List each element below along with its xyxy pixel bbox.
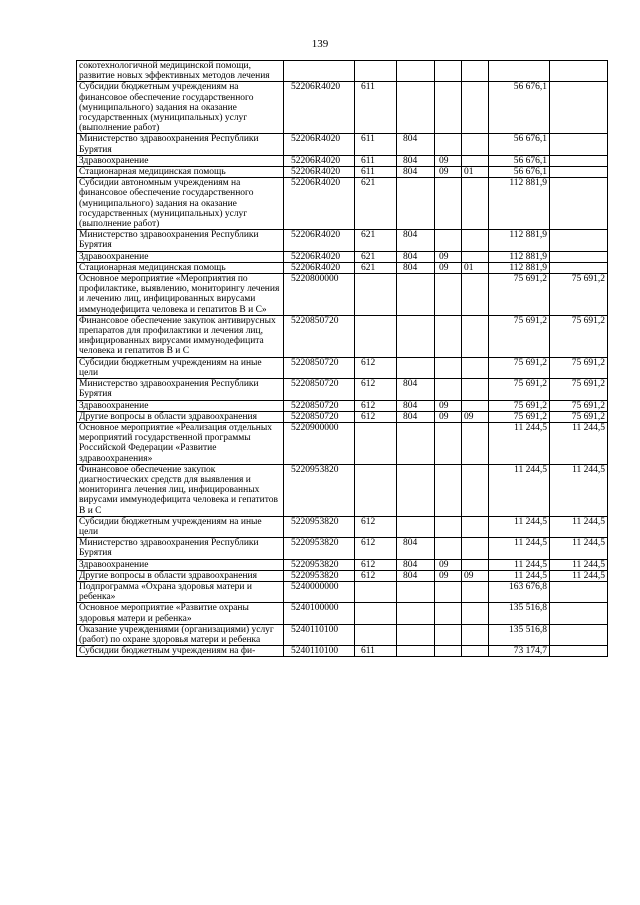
federal-amount-cell: 11 244,5 [550, 559, 608, 570]
amount-cell: 11 244,5 [489, 559, 550, 570]
subsection-cell [462, 274, 489, 316]
target-code-cell: 5220850720 [284, 411, 355, 422]
subsection-cell [462, 155, 489, 166]
section-cell [435, 516, 462, 537]
federal-amount-cell: 11 244,5 [550, 570, 608, 581]
subsection-cell [462, 82, 489, 134]
federal-amount-cell: 75 691,2 [550, 315, 608, 357]
federal-amount-cell [550, 262, 608, 273]
subsection-cell [462, 624, 489, 645]
target-code-cell: 5240110100 [284, 624, 355, 645]
table-row [77, 315, 608, 357]
expense-type-cell [355, 464, 397, 516]
subsection-cell: 01 [462, 262, 489, 273]
expense-type-cell: 611 [355, 134, 397, 155]
federal-amount-cell [550, 134, 608, 155]
federal-amount-cell [550, 230, 608, 251]
federal-amount-cell [550, 155, 608, 166]
row-name-cell: Субсидии бюджетным учреждениям на финансовое обеспечение государственного (муниципального) задания на оказание государственных (муниципальных) услуг (выполнение работ) [77, 82, 284, 134]
table-row [77, 646, 608, 657]
table-row [77, 357, 608, 378]
budget-table [76, 60, 608, 657]
expense-type-cell: 611 [355, 155, 397, 166]
section-cell: 09 [435, 559, 462, 570]
target-code-cell: 5220900000 [284, 422, 355, 464]
target-code-cell [284, 61, 355, 82]
amount-cell: 11 244,5 [489, 538, 550, 559]
amount-cell: 75 691,2 [489, 274, 550, 316]
target-code-cell: 52206R4020 [284, 178, 355, 230]
section-cell: 09 [435, 411, 462, 422]
table-row [77, 581, 608, 602]
row-name-cell: Основное мероприятие «Реализация отдельных мероприятий государственной программы Российской Федерации «Развитие здравоохранения» [77, 422, 284, 464]
amount-cell: 11 244,5 [489, 422, 550, 464]
section-cell [435, 61, 462, 82]
target-code-cell: 5220850720 [284, 400, 355, 411]
amount-cell: 75 691,2 [489, 357, 550, 378]
expense-type-cell: 621 [355, 262, 397, 273]
federal-amount-cell [550, 178, 608, 230]
row-name-cell: Субсидии бюджетным учреждениям на фи- [77, 646, 284, 657]
section-cell [435, 315, 462, 357]
target-code-cell: 5220953820 [284, 464, 355, 516]
section-cell: 09 [435, 251, 462, 262]
table-row [77, 570, 608, 581]
row-name-cell: Министерство здравоохранения Республики Бурятия [77, 538, 284, 559]
table-row [77, 464, 608, 516]
expense-type-cell: 612 [355, 559, 397, 570]
subsection-cell [462, 422, 489, 464]
table-row [77, 155, 608, 166]
ministry-code-cell: 804 [397, 251, 435, 262]
section-cell [435, 134, 462, 155]
subsection-cell [462, 538, 489, 559]
row-name-cell: Основное мероприятие «Мероприятия по профилактике, выявлению, мониторингу лечения и лечению лиц, инфицированных вирусами иммунодефицита человека и гепатитов В и С» [77, 274, 284, 316]
row-name-cell: Другие вопросы в области здравоохранения [77, 411, 284, 422]
row-name-cell: Здравоохранение [77, 251, 284, 262]
amount-cell: 56 676,1 [489, 167, 550, 178]
ministry-code-cell: 804 [397, 559, 435, 570]
expense-type-cell: 612 [355, 400, 397, 411]
section-cell [435, 464, 462, 516]
subsection-cell [462, 379, 489, 400]
table-row [77, 167, 608, 178]
ministry-code-cell [397, 464, 435, 516]
amount-cell: 75 691,2 [489, 315, 550, 357]
subsection-cell: 09 [462, 411, 489, 422]
expense-type-cell: 612 [355, 570, 397, 581]
row-name-cell: Другие вопросы в области здравоохранения [77, 570, 284, 581]
section-cell: 09 [435, 570, 462, 581]
amount-cell: 112 881,9 [489, 230, 550, 251]
ministry-code-cell [397, 357, 435, 378]
section-cell [435, 646, 462, 657]
subsection-cell: 09 [462, 570, 489, 581]
ministry-code-cell: 804 [397, 538, 435, 559]
table-row [77, 178, 608, 230]
amount-cell: 73 174,7 [489, 646, 550, 657]
row-name-cell: Министерство здравоохранения Республики Бурятия [77, 134, 284, 155]
table-row [77, 82, 608, 134]
section-cell [435, 379, 462, 400]
row-name-cell: сокотехнологичной медицинской помощи, развитие новых эффективных методов лечения [77, 61, 284, 82]
federal-amount-cell [550, 167, 608, 178]
amount-cell: 11 244,5 [489, 570, 550, 581]
ministry-code-cell: 804 [397, 134, 435, 155]
row-name-cell: Стационарная медицинская помощь [77, 262, 284, 273]
ministry-code-cell [397, 516, 435, 537]
table-row [77, 603, 608, 624]
federal-amount-cell [550, 646, 608, 657]
budget-table-body [77, 61, 608, 657]
federal-amount-cell: 75 691,2 [550, 400, 608, 411]
section-cell [435, 422, 462, 464]
amount-cell: 11 244,5 [489, 516, 550, 537]
federal-amount-cell [550, 82, 608, 134]
table-row [77, 230, 608, 251]
federal-amount-cell: 11 244,5 [550, 464, 608, 516]
expense-type-cell: 612 [355, 538, 397, 559]
amount-cell: 112 881,9 [489, 262, 550, 273]
expense-type-cell [355, 315, 397, 357]
section-cell [435, 274, 462, 316]
expense-type-cell: 621 [355, 230, 397, 251]
amount-cell: 135 516,8 [489, 624, 550, 645]
target-code-cell: 5220953820 [284, 570, 355, 581]
table-row [77, 262, 608, 273]
expense-type-cell [355, 61, 397, 82]
target-code-cell: 52206R4020 [284, 82, 355, 134]
amount-cell: 11 244,5 [489, 464, 550, 516]
table-row [77, 411, 608, 422]
table-row [77, 61, 608, 82]
subsection-cell [462, 61, 489, 82]
subsection-cell [462, 315, 489, 357]
target-code-cell: 5220953820 [284, 516, 355, 537]
expense-type-cell [355, 581, 397, 602]
row-name-cell: Финансовое обеспечение закупок антивирусных препаратов для профилактики и лечения лиц, инфицированных вирусами иммунодефицита человека и гепатитов В и С [77, 315, 284, 357]
amount-cell: 135 516,8 [489, 603, 550, 624]
federal-amount-cell: 11 244,5 [550, 516, 608, 537]
section-cell [435, 538, 462, 559]
row-name-cell: Министерство здравоохранения Республики Бурятия [77, 379, 284, 400]
page-number: 139 [311, 38, 329, 50]
ministry-code-cell: 804 [397, 411, 435, 422]
expense-type-cell: 612 [355, 379, 397, 400]
amount-cell: 75 691,2 [489, 411, 550, 422]
federal-amount-cell [550, 603, 608, 624]
expense-type-cell: 611 [355, 82, 397, 134]
table-row [77, 134, 608, 155]
ministry-code-cell: 804 [397, 379, 435, 400]
target-code-cell: 52206R4020 [284, 230, 355, 251]
section-cell [435, 82, 462, 134]
subsection-cell [462, 581, 489, 602]
expense-type-cell: 621 [355, 251, 397, 262]
federal-amount-cell [550, 581, 608, 602]
expense-type-cell: 621 [355, 178, 397, 230]
table-row [77, 624, 608, 645]
amount-cell [489, 61, 550, 82]
ministry-code-cell [397, 178, 435, 230]
expense-type-cell: 612 [355, 357, 397, 378]
section-cell: 09 [435, 262, 462, 273]
table-row [77, 251, 608, 262]
federal-amount-cell: 75 691,2 [550, 411, 608, 422]
ministry-code-cell: 804 [397, 230, 435, 251]
amount-cell: 163 676,8 [489, 581, 550, 602]
amount-cell: 75 691,2 [489, 379, 550, 400]
section-cell [435, 357, 462, 378]
row-name-cell: Субсидии бюджетным учреждениям на иные цели [77, 516, 284, 537]
federal-amount-cell [550, 624, 608, 645]
target-code-cell: 52206R4020 [284, 167, 355, 178]
federal-amount-cell: 75 691,2 [550, 379, 608, 400]
table-row [77, 559, 608, 570]
target-code-cell: 5220850720 [284, 357, 355, 378]
row-name-cell: Финансовое обеспечение закупок диагностических средств для выявления и мониторинга лечения лиц, инфицированных вирусами иммунодефицита человека и гепатитов В и С [77, 464, 284, 516]
table-row [77, 400, 608, 411]
row-name-cell: Субсидии бюджетным учреждениям на иные цели [77, 357, 284, 378]
expense-type-cell: 611 [355, 167, 397, 178]
amount-cell: 56 676,1 [489, 134, 550, 155]
table-row [77, 538, 608, 559]
target-code-cell: 5240100000 [284, 603, 355, 624]
federal-amount-cell [550, 61, 608, 82]
target-code-cell: 52206R4020 [284, 155, 355, 166]
row-name-cell: Субсидии автономным учреждениям на финансовое обеспечение государственного (муниципального) задания на оказание государственных (муниципальных) услуг (выполнение работ) [77, 178, 284, 230]
federal-amount-cell [550, 251, 608, 262]
federal-amount-cell: 11 244,5 [550, 422, 608, 464]
target-code-cell: 5220800000 [284, 274, 355, 316]
amount-cell: 112 881,9 [489, 178, 550, 230]
target-code-cell: 5220850720 [284, 315, 355, 357]
subsection-cell [462, 134, 489, 155]
subsection-cell [462, 603, 489, 624]
ministry-code-cell [397, 422, 435, 464]
expense-type-cell [355, 603, 397, 624]
target-code-cell: 52206R4020 [284, 251, 355, 262]
ministry-code-cell [397, 82, 435, 134]
amount-cell: 56 676,1 [489, 155, 550, 166]
ministry-code-cell: 804 [397, 570, 435, 581]
row-name-cell: Стационарная медицинская помощь [77, 167, 284, 178]
ministry-code-cell [397, 274, 435, 316]
section-cell: 09 [435, 155, 462, 166]
section-cell [435, 230, 462, 251]
amount-cell: 75 691,2 [489, 400, 550, 411]
subsection-cell [462, 464, 489, 516]
section-cell [435, 603, 462, 624]
ministry-code-cell: 804 [397, 155, 435, 166]
section-cell [435, 178, 462, 230]
row-name-cell: Здравоохранение [77, 155, 284, 166]
row-name-cell: Оказание учреждениями (организациями) услуг (работ) по охране здоровья матери и ребенка [77, 624, 284, 645]
target-code-cell: 52206R4020 [284, 134, 355, 155]
subsection-cell [462, 516, 489, 537]
ministry-code-cell [397, 581, 435, 602]
target-code-cell: 5220850720 [284, 379, 355, 400]
expense-type-cell [355, 422, 397, 464]
subsection-cell [462, 646, 489, 657]
section-cell: 09 [435, 400, 462, 411]
subsection-cell: 01 [462, 167, 489, 178]
subsection-cell [462, 178, 489, 230]
expense-type-cell [355, 274, 397, 316]
ministry-code-cell [397, 646, 435, 657]
target-code-cell: 52206R4020 [284, 262, 355, 273]
subsection-cell [462, 251, 489, 262]
subsection-cell [462, 559, 489, 570]
table-row [77, 516, 608, 537]
table-row [77, 422, 608, 464]
expense-type-cell: 611 [355, 646, 397, 657]
subsection-cell [462, 357, 489, 378]
subsection-cell [462, 400, 489, 411]
amount-cell: 112 881,9 [489, 251, 550, 262]
expense-type-cell: 612 [355, 516, 397, 537]
ministry-code-cell [397, 61, 435, 82]
target-code-cell: 5240000000 [284, 581, 355, 602]
federal-amount-cell: 11 244,5 [550, 538, 608, 559]
section-cell [435, 624, 462, 645]
ministry-code-cell [397, 315, 435, 357]
expense-type-cell: 612 [355, 411, 397, 422]
table-row [77, 379, 608, 400]
federal-amount-cell: 75 691,2 [550, 357, 608, 378]
ministry-code-cell: 804 [397, 400, 435, 411]
row-name-cell: Основное мероприятие «Развитие охраны здоровья матери и ребенка» [77, 603, 284, 624]
target-code-cell: 5240110100 [284, 646, 355, 657]
table-row [77, 274, 608, 316]
ministry-code-cell [397, 624, 435, 645]
federal-amount-cell: 75 691,2 [550, 274, 608, 316]
expense-type-cell [355, 624, 397, 645]
target-code-cell: 5220953820 [284, 559, 355, 570]
row-name-cell: Здравоохранение [77, 400, 284, 411]
row-name-cell: Министерство здравоохранения Республики Бурятия [77, 230, 284, 251]
ministry-code-cell: 804 [397, 167, 435, 178]
ministry-code-cell [397, 603, 435, 624]
target-code-cell: 5220953820 [284, 538, 355, 559]
section-cell [435, 581, 462, 602]
amount-cell: 56 676,1 [489, 82, 550, 134]
row-name-cell: Здравоохранение [77, 559, 284, 570]
ministry-code-cell: 804 [397, 262, 435, 273]
row-name-cell: Подпрограмма «Охрана здоровья матери и ребенка» [77, 581, 284, 602]
subsection-cell [462, 230, 489, 251]
section-cell: 09 [435, 167, 462, 178]
